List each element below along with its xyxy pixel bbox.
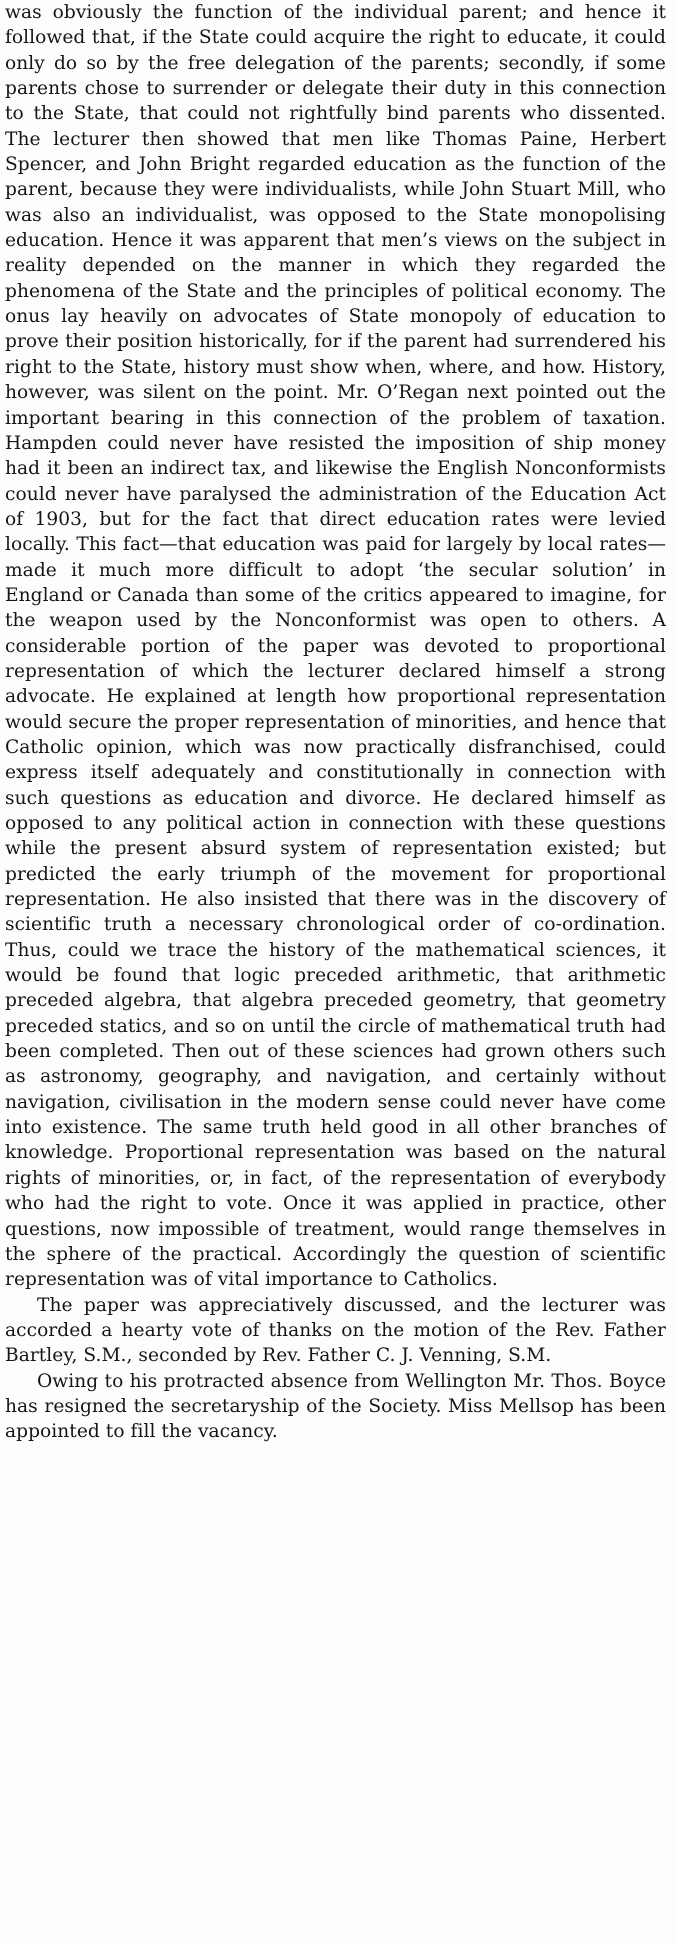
article-paragraph-secretary: Owing to his protracted absence from Wellington Mr. Thos. Boyce has resigned the secretaryship of the Society. Miss Mellsop has been appointed to fill the vacancy. — [5, 1370, 666, 1443]
article-paragraph-lecture: was obviously the function of the individual parent; and hence it followed that, if the State could acquire the right to educate, it could only do so by the free delegation of the parents; secondly, if some parents chose to surrender or delegate their duty in this connection to the State, that could not rightfully bind parents who dissented. The lecturer then showed that men like Thomas Paine, Herbert Spencer, and John Bright regarded education as the function of the parent, because they were individualists, while John Stuart Mill, who was also an individualist, was opposed to the State monopolising education. Hence it was apparent that men’s views on the subject in reality depended on the manner in which they regarded the phenomena of the State and the principles of political economy. The onus lay heavily on advocates of State monopoly of education to prove their position historically, for if the parent had surrendered his right to the State, history must show when, where, and how. History, however, was silent on the point. Mr. O’Regan next pointed out the important bearing in this connection of the problem of taxation. Hampden could never have resisted the imposition of ship money had it been an indirect tax, and likewise the English Nonconformists could never have paralysed the administration of the Education Act of 1903, but for the fact that direct education rates were levied locally. This fact—that education was paid for largely by local rates—made it much more difficult to adopt ‘the secular solution’ in England or Canada than some of the critics appeared to imagine, for the weapon used by the Nonconformist was open to others. A considerable portion of the paper was devoted to proportional representation of which the lecturer declared himself a strong advocate. He explained at length how proportional representation would secure the proper representation of minorities, and hence that Catholic opinion, which was now practically disfranchised, could express itself adequately and constitutionally in connection with such questions as education and divorce. He declared himself as opposed to any political action in connection with these questions while the present absurd system of representation existed; but predicted the early triumph of the movement for proportional representation. He also insisted that there was in the discovery of scientific truth a necessary chronological order of co-ordination. Thus, could we trace the history of the mathematical sciences, it would be found that logic preceded arithmetic, that arithmetic preceded algebra, that algebra preceded geometry, that geometry preceded statics, and so on until the circle of mathematical truth had been completed. Then out of these sciences had grown others such as astronomy, geography, and navigation, and certainly without navigation, civilisation in the modern sense could never have come into existence. The same truth held good in all other branches of knowledge. Proportional representation was based on the natural rights of minorities, or, in fact, of the representation of everybody who had the right to vote. Once it was applied in practice, other questions, now impossible of treatment, would range themselves in the sphere of the practical. Accordingly the question of scientific representation was of vital importance to Catholics. — [5, 2, 666, 1291]
article-column — [5, 0, 666, 1445]
article-paragraph-discussion: The paper was appreciatively discussed, and the lecturer was accorded a hearty vote of thanks on the motion of the Rev. Father Bartley, S.M., seconded by Rev. Father C. J. Venning, S.M. — [5, 1294, 666, 1367]
